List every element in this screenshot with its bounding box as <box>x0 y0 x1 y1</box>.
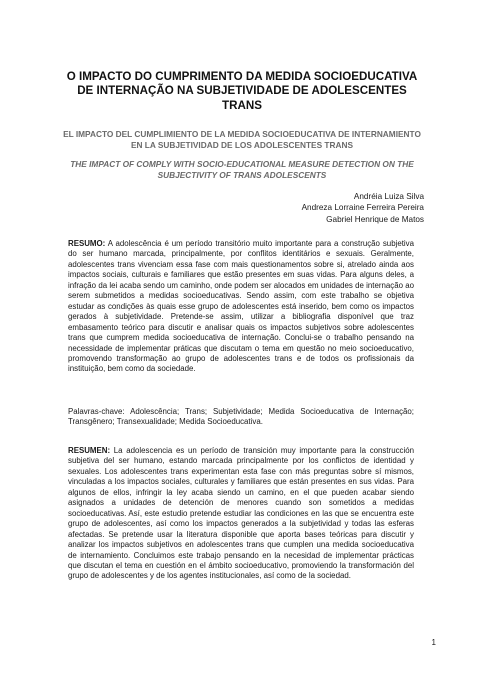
author-name: Gabriel Henrique de Matos <box>326 214 424 224</box>
author-name: Andréia Luiza Silva <box>353 192 424 201</box>
keywords-portuguese <box>68 407 414 428</box>
resumen-label: RESUMEN: <box>68 446 111 455</box>
title-spanish: EL IMPACTO DEL CUMPLIMIENTO DE LA MEDIDA SOCIOEDUCATIVA DE INTERNAMIENTO EN LA SUBJETIVIDAD DE LOS ADOLESCENTES TRANS <box>63 129 421 150</box>
title-portuguese: O IMPACTO DO CUMPRIMENTO DA MEDIDA SOCIOEDUCATIVA DE INTERNAÇÃO NA SUBJETIVIDADE DE ADOLESCENTES TRANS <box>66 70 418 112</box>
resumo-label: RESUMO: <box>68 239 106 248</box>
author-name: Andreza Lorraine Ferreira Pereira <box>301 203 424 213</box>
title-english: THE IMPACT OF COMPLY WITH SOCIO-EDUCATIONAL MEASURE DETECTION ON THE SUBJECTIVITY OF TRANS ADOLESCENTS <box>70 159 414 180</box>
keywords-text: Adolescência; Trans; Subjetividade; Medida Socioeducativa de Internação; Transgênero; Transexualidade; Medida Socioeducativa. <box>68 407 414 427</box>
resumen-text: La adolescencia es un período de transición muy importante para la construcción subjetiva del ser humano, estando marcada principalmente por los conflictos de identidad y sexuales. Los adolescentes trans experimentan esta fase con más preguntas sobre sí mismos, vinculadas a los impactos sociales, culturales y familiares que están presentes en sus vidas. Para algunos de ellos, infringir la ley acaba siendo un camino, en el que pueden acabar siendo asignados a unidades de detención de menores cuando son sometidos a medidas socioeducativas. Así, este estudio pretende estudiar las condiciones en las que se encuentra este grupo de adolescentes, así como los impactos generados a la subjetividad y todas las esferas afectadas. Se pretende usar la literatura disponible que aporta bases teóricas para discutir y analizar los impactos subjetivos en adolescentes trans que cumplen una medida socioeducativa de internamiento. Concluimos este trabajo pensando en la necesidad de implementar prácticas que discutan el tema en cuestión en el ámbito socioeducativo, promoviendo la transformación del grupo de adolescentes y de los agentes institucionales, así como de la sociedad. <box>68 446 414 581</box>
page-number: 1 <box>431 638 436 647</box>
resumo-text: A adolescência é um período transitório muito importante para a construção subjetiva do ser humano marcada, principalmente, por conflitos identitários e sexuais. Geralmente, adolescentes trans vivenciam essa fase com mais questionamentos sobre si, atrelado ainda aos impactos sociais, culturais e familiares que estão presentes em suas vidas. Para alguns deles, a infração da lei acaba sendo um caminho, onde podem ser alocados em unidades de internação ao serem submetidos a medidas socioeducativas. Sendo assim, com este trabalho se objetiva estudar as condições às quais esse grupo de adolescentes está inserido, bem como os impactos gerados à subjetividade. Pretende-se assim, utilizar a bibliografia disponível que traz embasamento teórico para discutir e analisar quais os impactos subjetivos sobre adolescentes trans que cumprem medida socioeducativa de internação. Conclui-se o trabalho pensando na necessidade de implementar práticas que discutam o tema em questão no meio socioeducativo, promovendo transformação ao grupo de adolescentes trans e de todos os profissionais da instituição, bem como da sociedade. <box>68 239 414 374</box>
abstract-spanish <box>68 446 414 582</box>
keywords-label: Palavras-chave: <box>68 407 125 416</box>
abstract-portuguese <box>68 239 414 375</box>
author-list <box>164 191 424 225</box>
